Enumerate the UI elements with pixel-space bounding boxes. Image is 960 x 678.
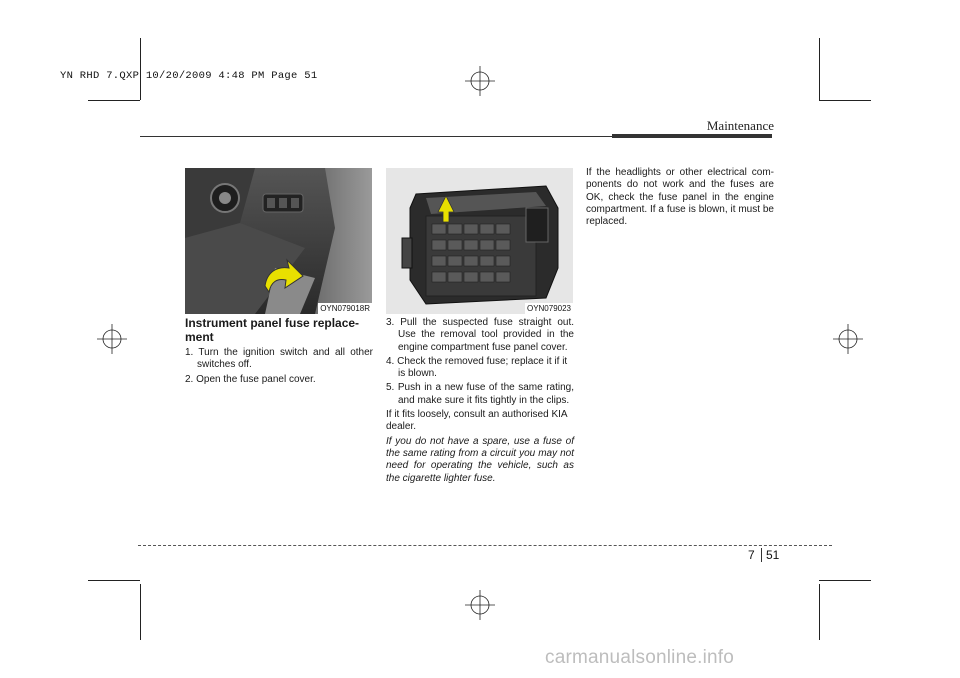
watermark-text: carmanualsonline.info — [545, 647, 735, 668]
step-3: 3. Pull the suspected fuse straight out. Use the removal tool provided in the engine compartment fuse panel cover. — [386, 317, 574, 353]
section-title: Maintenance — [706, 118, 774, 133]
figure-caption: OYN079018R — [320, 304, 370, 313]
note-text: If it fits loosely, consult an authorised KIA dealer. — [386, 409, 568, 433]
step-2: 2. Open the fuse panel cover. — [185, 373, 316, 385]
column-1 — [185, 317, 373, 388]
figure-instrument-panel — [185, 168, 372, 314]
fuse-cover-illustration-icon — [185, 168, 372, 314]
registration-mark-icon — [465, 66, 495, 96]
column-3 — [586, 167, 774, 230]
header-rule — [140, 136, 612, 137]
registration-mark-icon — [97, 324, 127, 354]
step-4: 4. Check the removed fuse; replace it if it is blown. — [386, 355, 568, 380]
footer-rule — [138, 545, 832, 546]
crop-mark — [819, 584, 820, 640]
step-5: 5. Push in a new fuse of the same rating, and make sure it fits tightly in the clips. — [386, 382, 574, 406]
page-number: 51 — [766, 548, 780, 562]
step-1: 1. Turn the ignition switch and all other switches off. — [185, 347, 373, 371]
section-heading: Instrument panel fuse replace-ment — [185, 316, 360, 344]
crop-mark — [140, 584, 141, 640]
crop-mark — [819, 100, 871, 101]
crop-mark — [819, 580, 871, 581]
header-rule-accent — [612, 134, 772, 138]
chapter-number: 7 — [748, 548, 755, 562]
print-slug: YN RHD 7.QXP 10/20/2009 4:48 PM Page 51 — [60, 70, 318, 82]
figure-engine-fuse-panel — [386, 168, 573, 314]
crop-mark — [819, 38, 820, 100]
italic-note: If you do not have a spare, use a fuse of the same rating from a circuit you may not need for operating the vehicle, such as the cigarette lighter fuse. — [386, 435, 574, 484]
crop-mark — [88, 100, 140, 101]
page-number-separator — [761, 548, 762, 562]
paragraph-text: If the headlights or other electrical com-ponents do not work and the fuses are OK, check the fuse panel in the engine compartment. If a fuse is blown, it must be replaced. — [586, 167, 774, 228]
registration-mark-icon — [465, 590, 495, 620]
column-2 — [386, 317, 574, 487]
fuse-panel-illustration-icon — [386, 168, 573, 314]
figure-caption: OYN079023 — [526, 304, 571, 313]
crop-mark — [88, 580, 140, 581]
registration-mark-icon — [833, 324, 863, 354]
crop-mark — [140, 38, 141, 100]
